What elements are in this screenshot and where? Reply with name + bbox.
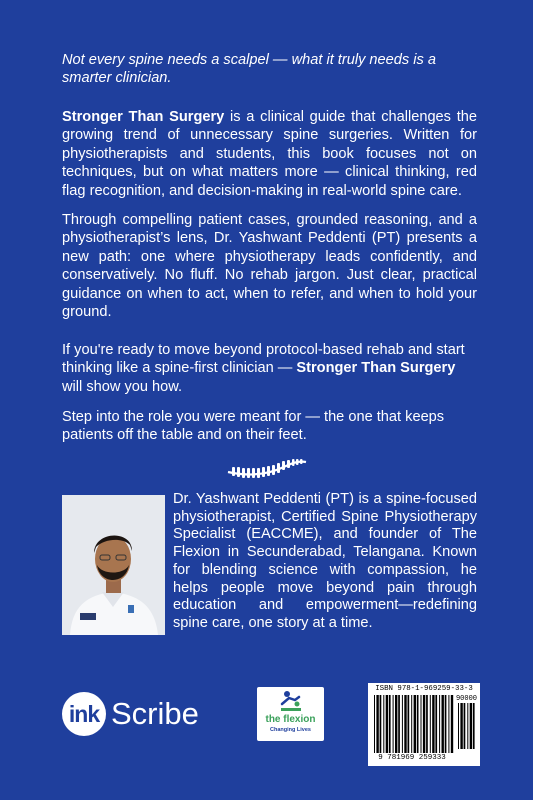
barcode-bar bbox=[393, 695, 394, 753]
publisher-logo bbox=[62, 692, 202, 736]
clinic-name: the flexion bbox=[265, 714, 316, 725]
barcode-bar bbox=[470, 703, 472, 749]
barcode-bar bbox=[432, 695, 434, 753]
publisher-logo-word: Scribe bbox=[111, 696, 199, 731]
spine-divider-icon bbox=[226, 458, 308, 480]
isbn-text: ISBN 978-1-969259-33-3 bbox=[375, 685, 473, 693]
barcode-bar bbox=[473, 703, 475, 749]
barcode-bar bbox=[464, 703, 466, 749]
barcode-bar bbox=[404, 695, 406, 753]
author-photo bbox=[62, 495, 165, 635]
barcode-bar bbox=[435, 695, 437, 753]
physiotherapy-icon bbox=[279, 690, 303, 714]
barcode-bar bbox=[460, 703, 462, 749]
author-bio: Dr. Yashwant Peddenti (PT) is a spine-focused physiotherapist, Certified Spine Physiotherapy Specialist (EACCME), and founder of The Flexion in Secunderabad, Telangana. Known for blending science with compassion, he helps people move beyond pain through education and empowerment—redefining spine care, one story at a time. bbox=[173, 491, 477, 631]
barcode-bar bbox=[402, 695, 403, 753]
price-code: 90000 bbox=[455, 695, 477, 703]
clinic-logo bbox=[257, 687, 324, 741]
barcode-bar bbox=[380, 695, 382, 753]
clinic-tagline: Changing Lives bbox=[270, 727, 311, 733]
barcode-bar bbox=[442, 695, 444, 753]
barcode-bar bbox=[467, 703, 468, 749]
barcode-bar bbox=[423, 695, 425, 753]
publisher-logo-mark: ink bbox=[62, 692, 106, 736]
description-text-3a: If you're ready to move beyond protocol-based rehab and start thinking like a spine-first clinician — bbox=[62, 342, 465, 377]
price-barcode-bars bbox=[458, 703, 476, 751]
barcode-bar bbox=[389, 695, 391, 753]
barcode-bar bbox=[439, 695, 440, 753]
description-paragraph-3 bbox=[62, 341, 477, 396]
book-title-bold-2: Stronger Than Surgery bbox=[296, 360, 456, 377]
barcode-bar bbox=[411, 695, 412, 753]
barcode-bar bbox=[395, 695, 397, 753]
barcode-bar bbox=[426, 695, 428, 753]
description-text-3b: will show you how. bbox=[62, 378, 183, 395]
tagline: Not every spine needs a scalpel — what it truly needs is a smarter clinician. bbox=[62, 52, 436, 87]
barcode-bar bbox=[445, 695, 447, 753]
barcode-number: 9 781969 259333 bbox=[378, 754, 446, 762]
barcode-bar bbox=[448, 695, 449, 753]
description-text-1: is a clinical guide that challenges the growing trend of unnecessary spine surgeries. Written for physiotherapists and students, this book focuses not on techniques, but on what matters more — clinical thinking, red flag recognition, and decision-making in real-world spine care. bbox=[62, 109, 477, 199]
barcode-bar bbox=[383, 695, 384, 753]
barcode-bar bbox=[386, 695, 388, 753]
barcode-bar bbox=[398, 695, 400, 753]
book-title-bold: Stronger Than Surgery bbox=[62, 109, 225, 125]
barcode-bar bbox=[376, 695, 378, 753]
barcode-bar bbox=[458, 703, 459, 749]
barcode-bar bbox=[417, 695, 419, 753]
barcode-bar bbox=[451, 695, 453, 753]
barcode-bar bbox=[430, 695, 431, 753]
barcode-bar bbox=[421, 695, 422, 753]
description-paragraph-4: Step into the role you were meant for — the one that keeps patients off the table and on their feet. bbox=[62, 409, 445, 444]
barcode-bars bbox=[374, 695, 454, 755]
barcode-bar bbox=[408, 695, 410, 753]
barcode-bar bbox=[374, 695, 375, 753]
isbn-barcode bbox=[368, 683, 480, 766]
description-paragraph-2: Through compelling patient cases, grounded reasoning, and a physiotherapist’s lens, Dr. Yashwant Peddenti (PT) presents a new path: one where physiotherapy leads confidently, and conservatively. No fluff. No rehab jargon. Just clear, practical guidance on when to act, when to refer, and when to hold your ground. bbox=[62, 212, 477, 321]
description-paragraph-1 bbox=[62, 108, 477, 200]
barcode-bar bbox=[414, 695, 416, 753]
